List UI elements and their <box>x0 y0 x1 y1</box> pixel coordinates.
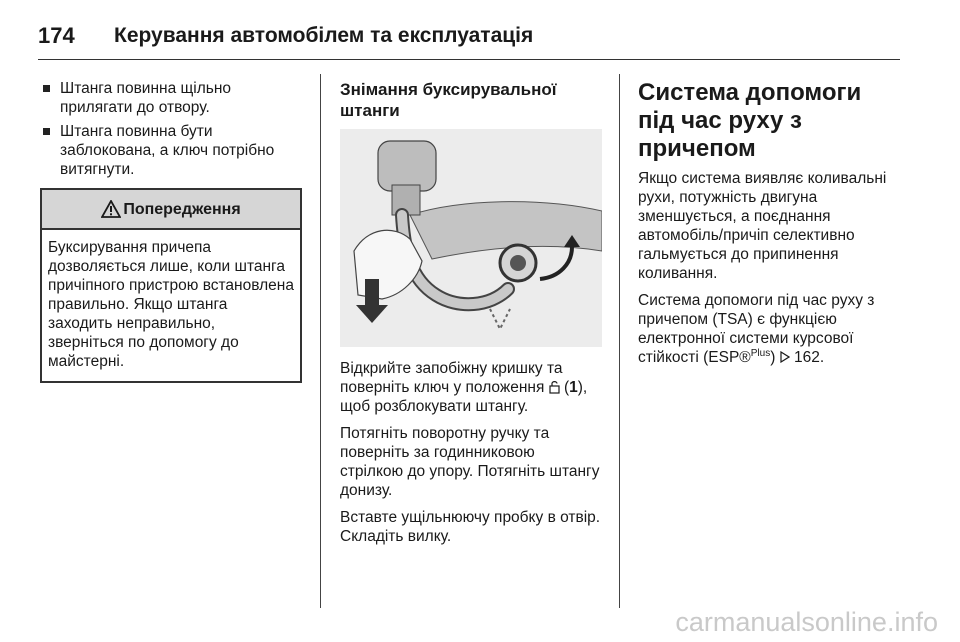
column-left <box>40 79 302 383</box>
page-title: Керування автомобілем та експлуатація <box>114 24 534 47</box>
bullet-list <box>40 79 302 179</box>
tow-bar-removal-illustration <box>340 129 602 347</box>
watermark: carmanualsonline.info <box>675 607 938 637</box>
superscript-plus: Plus <box>750 347 771 359</box>
list-item: Штанга повинна бути заблокована, а ключ потрібно витягнути. <box>40 122 302 179</box>
column-divider-left <box>320 74 321 608</box>
page-number: 174 <box>38 23 75 48</box>
tsa-esp-reference: Система допомоги під час руху з причепом (TSA) є функцією електронної системи курсової стійкості (ESP®$^{Plus}$) 162. <box>638 292 875 366</box>
warning-title: Попередження <box>123 200 241 218</box>
warning-triangle-icon <box>101 200 121 218</box>
column-divider-right <box>619 74 620 608</box>
tsa-description: Якщо система виявляє коливальні рухи, потужність двигуна зменшується, а поєднання автомобіль/причіп селективно гальмується до припинення коливання. <box>638 170 887 282</box>
section-heading-tsa: Система допомоги під час руху з причепом <box>638 79 862 162</box>
column-right <box>638 79 900 375</box>
list-item: Штанга повинна щільно прилягати до отвору. <box>40 79 302 117</box>
removal-step-1: Відкрийте запобіжну кришку та поверніть ключ у положення (1), щоб розблокувати штангу. <box>340 360 588 415</box>
removal-step-2: Потягніть поворотну ручку та поверніть за годинниковою стрілкою до упору. Потягніть штангу донизу. <box>340 425 600 499</box>
page-reference-link[interactable]: 162. <box>789 349 825 366</box>
removal-step-3: Вставте ущільнюючу пробку в отвір. Складіть вилку. <box>340 509 601 545</box>
page-reference-arrow-icon[interactable] <box>780 351 790 363</box>
warning-text: Буксирування причепа дозволяється лише, коли штанга причіпного пристрою встановлена правильно. Якщо штанга заходить неправильно, зверніться по допомогу до майстерні. <box>48 239 294 370</box>
warning-header <box>42 190 300 230</box>
page-header <box>38 16 900 56</box>
header-rule <box>38 59 900 60</box>
section-heading-removal: Знімання буксирувальної штанги <box>340 80 557 120</box>
column-middle <box>340 79 602 554</box>
warning-box <box>40 188 302 383</box>
unlocked-padlock-icon <box>549 380 560 394</box>
